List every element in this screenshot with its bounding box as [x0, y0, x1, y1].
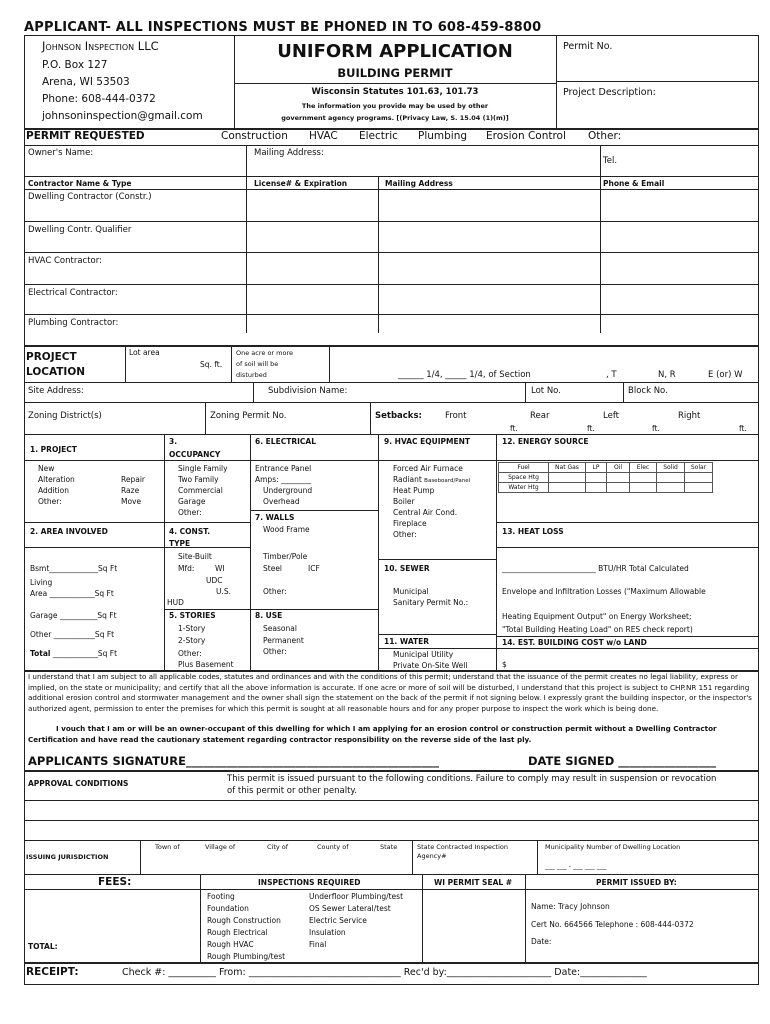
section-energy-title: 12. ENERGY SOURCE [502, 437, 589, 446]
energy-cell[interactable] [549, 483, 586, 493]
company-email: johnsoninspection@gmail.com [42, 110, 203, 122]
const-site-built[interactable]: Site-Built [178, 552, 212, 561]
walls-timber-pole[interactable]: Timber/Pole [263, 552, 308, 561]
jurisdiction-county[interactable]: County of [317, 843, 349, 851]
approval-text-1: This permit is issued pursuant to the following conditions. Failure to comply may result in suspension or revocation [227, 774, 717, 784]
walls-icf[interactable]: ICF [308, 564, 320, 573]
contractor-row-plumbing[interactable]: Plumbing Contractor: [28, 318, 119, 328]
lot-area-unit: Sq. ft. [200, 360, 223, 369]
energy-cell[interactable] [657, 473, 685, 483]
issuing-jurisdiction-label: ISSUING JURISDICTION [26, 853, 109, 861]
hvac-radiant[interactable] [393, 475, 470, 484]
date-signed-field[interactable]: DATE SIGNED _________________ [528, 754, 717, 768]
setback-rear[interactable]: Rear [530, 411, 550, 421]
inspection-underfloor-plumbing[interactable]: Underfloor Plumbing/test [309, 892, 404, 901]
contractor-row-electrical[interactable]: Electrical Contractor: [28, 288, 118, 298]
lot-no-field[interactable]: Lot No. [531, 386, 561, 396]
stories-2[interactable]: 2-Story [178, 636, 206, 645]
permit-option-plumbing[interactable]: Plumbing [418, 130, 468, 142]
contractor-header-license: License# & Expiration [254, 179, 348, 188]
owner-occupant-vouch: I vouch that I am or will be an owner-occupant of this dwelling for which I am applying for an erosion control or construction permit without a Dwelling Contractor Certification and have read the cautionary statement regarding contractor responsibility on the reverse side of the last ply. [28, 724, 717, 744]
lot-area-label: Lot area [129, 348, 160, 357]
energy-header-nat-gas: Nat Gas [549, 463, 586, 473]
const-wi[interactable]: WI [215, 564, 225, 573]
hvac-radiant-note: Baseboard/Panel [424, 478, 471, 484]
stories-plus-basement[interactable]: Plus Basement [178, 660, 234, 669]
occupancy-garage[interactable]: Garage [178, 497, 206, 506]
range-label: N, R [658, 370, 676, 380]
state-agency-label-2: Agency# [417, 852, 447, 860]
const-mfd[interactable]: Mfd: [178, 564, 195, 573]
inspection-foundation[interactable]: Foundation [207, 904, 249, 913]
const-udc[interactable]: UDC [206, 576, 223, 585]
energy-header-elec: Elec [630, 463, 657, 473]
energy-cell[interactable] [586, 473, 607, 483]
permit-option-other[interactable]: Other: [588, 130, 622, 142]
jurisdiction-village[interactable]: Village of [205, 843, 236, 851]
energy-header-lp: LP [586, 463, 607, 473]
walls-wood-frame[interactable]: Wood Frame [263, 525, 310, 534]
hvac-central-air[interactable]: Central Air Cond. [393, 508, 458, 517]
east-west-label: E (or) W [708, 370, 743, 380]
contractor-header-mailing: Mailing Address [385, 179, 453, 188]
inspection-electric-service[interactable]: Electric Service [309, 916, 367, 925]
occupancy-two-family[interactable]: Two Family [178, 475, 219, 484]
inspection-rough-electrical[interactable]: Rough Electrical [207, 928, 268, 937]
project-location-label-2: LOCATION [26, 366, 86, 378]
occupancy-commercial[interactable]: Commercial [178, 486, 223, 495]
acre-note-1: One acre or more [236, 349, 294, 357]
electrical-underground[interactable]: Underground [263, 486, 313, 495]
energy-cell[interactable] [607, 473, 630, 483]
area-living[interactable]: Area ____________Sq Ft [30, 589, 114, 598]
hvac-forced-air[interactable]: Forced Air Furnace [393, 464, 463, 473]
wi-permit-seal-label: WI PERMIT SEAL # [434, 878, 513, 887]
acre-note-3: disturbed [236, 371, 267, 379]
project-move[interactable]: Move [121, 497, 142, 506]
municipality-number-label: Municipality Number of Dwelling Location [545, 843, 681, 851]
permit-option-hvac[interactable]: HVAC [309, 130, 338, 142]
sewer-sanitary-permit[interactable]: Sanitary Permit No.: [393, 598, 469, 607]
energy-source-table [498, 462, 713, 493]
zoning-permit-field[interactable]: Zoning Permit No. [210, 411, 287, 421]
permit-option-construction[interactable]: Construction [221, 130, 288, 142]
hvac-boiler[interactable]: Boiler [393, 497, 415, 506]
mailing-address-field[interactable]: Mailing Address: [254, 148, 324, 158]
block-no-field[interactable]: Block No. [628, 386, 668, 396]
approval-text-2: of this permit or other penalty. [227, 786, 357, 796]
section-stories-title: 5. STORIES [169, 611, 216, 620]
setback-front[interactable]: Front [445, 411, 467, 421]
area-other[interactable]: Other ___________Sq Ft [30, 630, 115, 639]
acre-note-2: of soil will be [236, 360, 279, 368]
heat-loss-total-building: "Total Building Heating Load" on RES check report) [502, 625, 693, 634]
issued-by-cert: Cert No. 664566 Telephone : 608-444-0372 [531, 920, 694, 929]
section-hvac-title: 9. HVAC EQUIPMENT [384, 437, 471, 446]
company-name: Johnson Inspection LLC [42, 39, 159, 53]
project-description-field[interactable]: Project Description: [563, 87, 656, 98]
energy-cell[interactable] [685, 473, 713, 483]
energy-cell[interactable] [630, 473, 657, 483]
hvac-heat-pump[interactable]: Heat Pump [393, 486, 435, 495]
fees-label: FEES: [98, 876, 132, 888]
energy-cell[interactable] [607, 483, 630, 493]
section-water-title: 11. WATER [384, 637, 430, 646]
project-new[interactable]: New [38, 464, 55, 473]
energy-header-solar: Solar [685, 463, 713, 473]
sewer-municipal[interactable]: Municipal [393, 587, 429, 596]
hvac-radiant-label: Radiant [393, 475, 422, 484]
form-title: UNIFORM APPLICATION [277, 41, 513, 62]
contractor-row-qualifier[interactable]: Dwelling Contr. Qualifier [28, 225, 132, 235]
section-const-title-1: 4. CONST. [169, 527, 211, 536]
permit-no-field[interactable]: Permit No. [563, 41, 613, 52]
subdivision-field[interactable]: Subdivision Name: [268, 386, 348, 396]
heat-loss-envelope: Envelope and Infiltration Losses ("Maximum Allowable [502, 587, 706, 596]
occupancy-other[interactable]: Other: [178, 508, 202, 517]
project-location-label-1: PROJECT [26, 351, 77, 363]
privacy-line-1: The information you provide may be used by other [301, 102, 489, 110]
permit-requested-label: PERMIT REQUESTED [26, 130, 145, 142]
certification-text: I understand that I am subject to all applicable codes, statutes and ordinances and with the conditions of this permit; understand that the issuance of the permit creates no legal liability, express or implied, on the state or municipality; and certify that all the above information is accurate. If one acre or more of soil will be disturbed, I understand that this project is subject to CHP.NR 151 regarding additional erosion control and stormwater management and the owner shall sign the statement on the back of the permit if not signing below. I expressly grant the building inspector, or the inspector's authorized agent, permission to enter the premises for which this permit is sought at all reasonable hours and for any proper purpose to inspect the work which is being done. [28, 672, 752, 713]
energy-cell[interactable] [685, 483, 713, 493]
energy-cell[interactable] [586, 483, 607, 493]
receipt-line[interactable]: Check #: __________ From: ________________________________ Rec'd by:______________________ Date:______________ [122, 967, 647, 978]
section-occupancy-number: 3. [169, 437, 178, 446]
owner-tel-field[interactable]: Tel. [603, 156, 618, 166]
jurisdiction-town[interactable]: Town of [155, 843, 180, 851]
energy-header-fuel: Fuel [499, 463, 549, 473]
use-permanent[interactable]: Permanent [263, 636, 304, 645]
form-subtitle: BUILDING PERMIT [337, 66, 453, 80]
project-repair[interactable]: Repair [121, 475, 146, 484]
setback-left[interactable]: Left [603, 411, 619, 421]
company-address1: P.O. Box 127 [42, 59, 108, 71]
section-project-title: 1. PROJECT [30, 445, 77, 454]
section-sewer-title: 10. SEWER [384, 564, 430, 573]
receipt-label: RECEIPT: [26, 966, 79, 978]
energy-cell[interactable] [549, 473, 586, 483]
project-raze[interactable]: Raze [121, 486, 140, 495]
jurisdiction-state[interactable]: State [380, 843, 398, 851]
jurisdiction-city[interactable]: City of [267, 843, 289, 851]
inspection-rough-hvac[interactable]: Rough HVAC [207, 940, 254, 949]
occupancy-single-family[interactable]: Single Family [178, 464, 228, 473]
section-walls-title: 7. WALLS [255, 513, 295, 522]
project-other[interactable]: Other: [38, 497, 62, 506]
setback-left-unit: ft. [652, 424, 660, 433]
inspection-final[interactable]: Final [309, 940, 327, 949]
issued-by-date[interactable]: Date: [531, 937, 552, 946]
area-total[interactable] [30, 649, 117, 658]
top-banner: APPLICANT- ALL INSPECTIONS MUST BE PHONED IN TO 608-459-8800 [24, 20, 542, 35]
electrical-entrance-panel[interactable]: Entrance Panel [255, 464, 312, 473]
area-total-label: Total [30, 649, 51, 658]
permit-issued-by-label: PERMIT ISSUED BY: [596, 878, 677, 887]
section-const-title-2: TYPE [169, 539, 191, 548]
state-agency-label-1: State Contracted Inspection [417, 843, 508, 851]
setback-right[interactable]: Right [678, 411, 701, 421]
area-basement[interactable]: Bsmt_____________Sq Ft [30, 564, 118, 573]
permit-option-electric[interactable]: Electric [359, 130, 398, 142]
area-living-label: Living [30, 578, 53, 587]
const-hud[interactable]: HUD [167, 598, 184, 607]
cost-dollar-field[interactable]: $ [502, 660, 507, 669]
section-cost-title: 14. EST. BUILDING COST w/o LAND [502, 638, 647, 647]
energy-header-solid: Solid [657, 463, 685, 473]
use-seasonal[interactable]: Seasonal [263, 624, 297, 633]
hvac-fireplace[interactable]: Fireplace [393, 519, 427, 528]
project-alteration[interactable]: Alteration [38, 475, 75, 484]
applicant-signature-field[interactable]: APPLICANTS SIGNATURE____________________________________________ [28, 754, 439, 768]
energy-cell[interactable] [657, 483, 685, 493]
setback-rear-unit: ft. [587, 424, 595, 433]
energy-row-space-htg: Space Htg [499, 473, 549, 483]
inspection-footing[interactable]: Footing [207, 892, 235, 901]
use-other[interactable]: Other: [263, 647, 287, 656]
electrical-overhead[interactable]: Overhead [263, 497, 300, 506]
heat-loss-equipment: Heating Equipment Output" on Energy Worksheet; [502, 612, 692, 621]
township-label: , T [606, 370, 617, 380]
water-private-well[interactable]: Private On-Site Well [393, 661, 468, 670]
section-line[interactable]: ______ 1/4, _____ 1/4, of Section [398, 370, 531, 380]
project-addition[interactable]: Addition [38, 486, 69, 495]
electrical-amps[interactable]: Amps: ________ [255, 475, 312, 484]
section-occupancy-title: OCCUPANCY [169, 450, 221, 459]
permit-option-erosion-control[interactable]: Erosion Control [486, 130, 566, 142]
hvac-other[interactable]: Other: [393, 530, 417, 539]
section-use-title: 8. USE [255, 611, 283, 620]
form-statutes: Wisconsin Statutes 101.63, 101.73 [311, 87, 479, 97]
inspections-required-label: INSPECTIONS REQUIRED [258, 878, 361, 887]
municipality-number-field[interactable]: ___ ___ - ___ ___ ___ [545, 862, 607, 870]
section-electrical-title: 6. ELECTRICAL [255, 437, 316, 446]
heat-loss-btu[interactable]: _________________________ BTU/HR Total Calculated [502, 564, 689, 573]
contractor-header-phone: Phone & Email [603, 179, 665, 188]
area-total-line: ____________Sq Ft [52, 649, 118, 658]
fees-total-label: TOTAL: [28, 942, 58, 951]
energy-cell[interactable] [630, 483, 657, 493]
area-garage[interactable]: Garage __________Sq Ft [30, 611, 117, 620]
contractor-header-name: Contractor Name & Type [28, 179, 132, 188]
zoning-district-field[interactable]: Zoning District(s) [28, 411, 102, 421]
approval-conditions-label: APPROVAL CONDITIONS [28, 779, 129, 788]
energy-row-water-htg: Water Htg [499, 483, 549, 493]
walls-other[interactable]: Other: [263, 587, 287, 596]
stories-1[interactable]: 1-Story [178, 624, 206, 633]
owner-name-field[interactable]: Owner's Name: [28, 148, 94, 158]
inspection-rough-construction[interactable]: Rough Construction [207, 916, 281, 925]
inspection-rough-plumbing[interactable]: Rough Plumbing/test [207, 952, 286, 961]
setback-right-unit: ft. [739, 424, 747, 433]
stories-other[interactable]: Other: [178, 649, 202, 658]
inspection-os-sewer[interactable]: OS Sewer Lateral/test [309, 904, 391, 913]
issued-by-name: Name: Tracy Johnson [531, 902, 610, 911]
company-phone: Phone: 608-444-0372 [42, 93, 156, 105]
contractor-row-dwelling[interactable]: Dwelling Contractor (Constr.) [28, 192, 152, 202]
contractor-row-hvac[interactable]: HVAC Contractor: [28, 256, 102, 266]
const-us[interactable]: U.S. [216, 587, 232, 596]
section-heat-loss-title: 13. HEAT LOSS [502, 527, 564, 536]
privacy-line-2: government agency programs. [(Privacy Law, S. 15.04 (1)(m)] [281, 114, 509, 122]
walls-steel[interactable]: Steel [263, 564, 283, 573]
water-municipal[interactable]: Municipal Utility [393, 650, 454, 659]
site-address-field[interactable]: Site Address: [28, 386, 84, 396]
setback-front-unit: ft. [510, 424, 518, 433]
section-area-title: 2. AREA INVOLVED [30, 527, 108, 536]
setbacks-label: Setbacks: [375, 411, 422, 421]
inspection-insulation[interactable]: Insulation [309, 928, 346, 937]
energy-header-oil: Oil [607, 463, 630, 473]
company-address2: Arena, WI 53503 [42, 76, 130, 88]
